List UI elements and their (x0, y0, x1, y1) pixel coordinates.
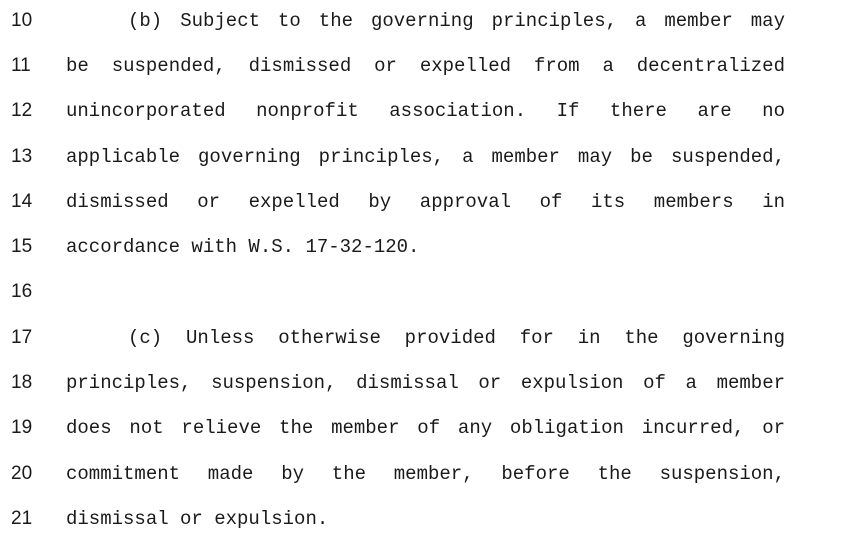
line-text: principles, suspension, dismissal or expulsion of a member (66, 372, 785, 394)
document-line-14 (0, 188, 841, 216)
line-text: unincorporated nonprofit association. If there are no (66, 100, 785, 122)
line-number: 14 (11, 191, 33, 212)
line-text: be suspended, dismissed or expelled from a decentralized (66, 55, 785, 77)
document-line-11 (0, 52, 841, 80)
line-number: 19 (11, 417, 33, 438)
document-line-12 (0, 97, 841, 125)
line-number: 11 (11, 55, 31, 76)
document-line-16 (0, 278, 841, 306)
line-number: 17 (11, 327, 33, 348)
line-text: accordance with W.S. 17-32-120. (66, 236, 420, 258)
line-number: 10 (11, 10, 33, 31)
document-line-13 (0, 143, 841, 171)
line-number: 13 (11, 146, 33, 167)
line-text: (c) Unless otherwise provided for in the governing (128, 327, 785, 349)
line-number: 15 (11, 236, 33, 257)
line-text: does not relieve the member of any obligation incurred, or (66, 417, 785, 439)
line-text: dismissed or expelled by approval of its members in (66, 191, 785, 213)
document-line-21 (0, 505, 841, 533)
line-number: 21 (11, 508, 33, 529)
line-text: dismissal or expulsion. (66, 508, 329, 530)
line-text: applicable governing principles, a member may be suspended, (66, 146, 785, 168)
document-line-19 (0, 414, 841, 442)
document-line-15 (0, 233, 841, 261)
document-line-18 (0, 369, 841, 397)
document-line-10 (0, 7, 841, 35)
line-number: 18 (11, 372, 33, 393)
line-number: 16 (11, 281, 33, 302)
line-text: commitment made by the member, before the suspension, (66, 463, 785, 485)
line-number: 12 (11, 100, 33, 121)
document-line-20 (0, 460, 841, 488)
line-number: 20 (11, 463, 33, 484)
line-text: (b) Subject to the governing principles, a member may (128, 10, 785, 32)
document-line-17 (0, 324, 841, 352)
